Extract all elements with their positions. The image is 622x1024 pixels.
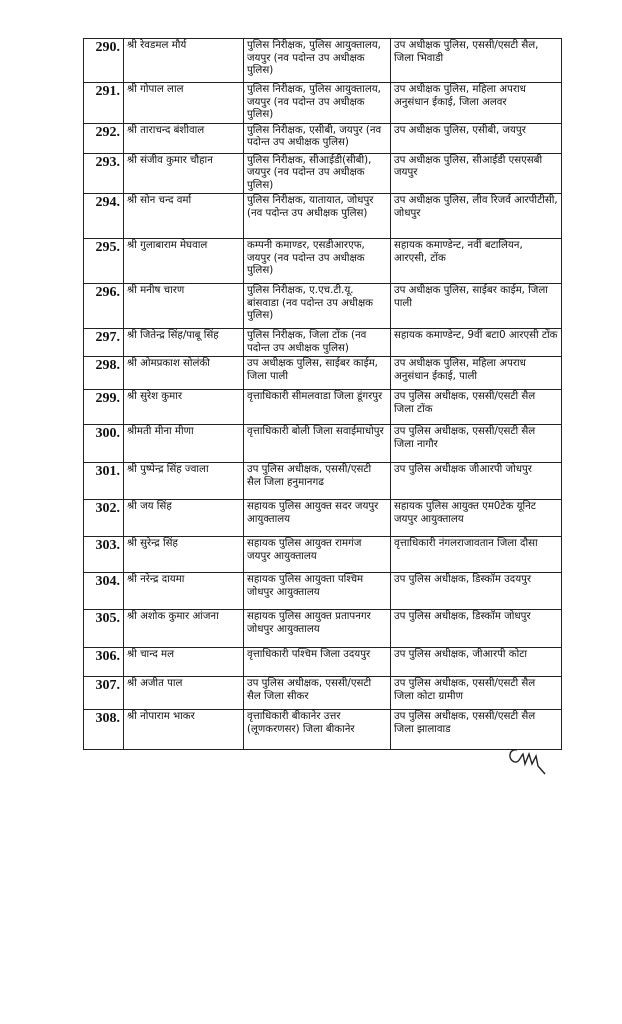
new-posting: उप अधीक्षक पुलिस, साईबर काईम, जिला पाली	[391, 284, 562, 329]
signature	[505, 742, 560, 782]
table-row	[84, 39, 562, 83]
new-posting: उप अधीक्षक पुलिस, लीव रिजर्व आरपीटीसी, जोधपुर	[391, 194, 562, 239]
serial-number: 306.	[84, 648, 124, 677]
serial-number: 296.	[84, 284, 124, 329]
current-posting: सहायक पुलिस आयुक्त रामगंज जयपुर आयुक्तालय	[244, 537, 391, 573]
current-posting: पुलिस निरीक्षक, यातायात, जोधपुर (नव पदोन्त उप अधीक्षक पुलिस)	[244, 194, 391, 239]
officer-name: श्री ताराचन्द बंशीवाल	[124, 123, 244, 153]
table-row	[84, 390, 562, 425]
serial-number: 301.	[84, 463, 124, 500]
table-row	[84, 610, 562, 648]
table-row	[84, 284, 562, 329]
serial-number: 299.	[84, 390, 124, 425]
officer-name: श्री सुरेश कुमार	[124, 390, 244, 425]
officer-name: श्री गोपाल लाल	[124, 83, 244, 124]
current-posting: सहायक पुलिस आयुक्त प्रतापनगर जोधपुर आयुक्तालय	[244, 610, 391, 648]
officer-name: श्री ओमप्रकाश सोलंकी	[124, 357, 244, 390]
serial-number: 294.	[84, 194, 124, 239]
serial-number: 298.	[84, 357, 124, 390]
serial-number: 290.	[84, 39, 124, 83]
serial-number: 307.	[84, 677, 124, 710]
new-posting: उप पुलिस अधीक्षक, एससी/एसटी सैल जिला नागौर	[391, 425, 562, 463]
officer-name: श्री संजीव कुमार चौहान	[124, 153, 244, 194]
new-posting: उप अधीक्षक पुलिस, महिला अपराध अनुसंधान ईकाई, जिला अलवर	[391, 83, 562, 124]
table-row	[84, 537, 562, 573]
current-posting: सहायक पुलिस आयुक्त सदर जयपुर आयुक्तालय	[244, 500, 391, 537]
new-posting: वृत्ताधिकारी नंगलराजावतान जिला दौसा	[391, 537, 562, 573]
current-posting: वृत्ताधिकारी बोली जिला सवाईमाधोपुर	[244, 425, 391, 463]
table-row	[84, 329, 562, 357]
current-posting: पुलिस निरीक्षक, जिला टोंक (नव पदोन्त उप अधीक्षक पुलिस)	[244, 329, 391, 357]
serial-number: 292.	[84, 123, 124, 153]
table-row	[84, 463, 562, 500]
officer-name: श्री अजीत पाल	[124, 677, 244, 710]
current-posting: पुलिस निरीक्षक, एसीबी, जयपुर (नव पदोन्त उप अधीक्षक पुलिस)	[244, 123, 391, 153]
current-posting: उप अधीक्षक पुलिस, साईबर काईम, जिला पाली	[244, 357, 391, 390]
new-posting: सहायक कमाण्डेन्ट, नवीं बटालियन, आरएसी, टोंक	[391, 239, 562, 284]
table-row	[84, 710, 562, 750]
current-posting: वृत्ताधिकारी सीमलवाडा जिला डूंगरपुर	[244, 390, 391, 425]
officer-name: श्री अशोक कुमार आंजना	[124, 610, 244, 648]
table-row	[84, 573, 562, 610]
serial-number: 305.	[84, 610, 124, 648]
serial-number: 303.	[84, 537, 124, 573]
new-posting: उप पुलिस अधीक्षक, एससी/एसटी सैल जिला कोटा ग्रामीण	[391, 677, 562, 710]
serial-number: 295.	[84, 239, 124, 284]
officer-name: श्री नरेन्द्र दायमा	[124, 573, 244, 610]
serial-number: 308.	[84, 710, 124, 750]
current-posting: उप पुलिस अधीक्षक, एससी/एसटी सैल जिला सीकर	[244, 677, 391, 710]
officer-name: श्री मनीष चारण	[124, 284, 244, 329]
new-posting: सहायक कमाण्डेन्ट, 9वीं बटा0 आरएसी टोंक	[391, 329, 562, 357]
table-row	[84, 500, 562, 537]
officer-name: श्री रेवडमल मौर्य	[124, 39, 244, 83]
new-posting: उप पुलिस अधीक्षक, डिस्कॉम जोधपुर	[391, 610, 562, 648]
serial-number: 297.	[84, 329, 124, 357]
serial-number: 302.	[84, 500, 124, 537]
officer-name: श्री सुरेन्द्र सिंह	[124, 537, 244, 573]
new-posting: उप अधीक्षक पुलिस, एससी/एसटी सैल, जिला भिवाडी	[391, 39, 562, 83]
new-posting: उप पुलिस अधीक्षक, डिस्कॉम उदयपुर	[391, 573, 562, 610]
new-posting: उप अधीक्षक पुलिस, सीआईडी एसएसबी जयपुर	[391, 153, 562, 194]
officer-name: श्रीमती मीना मीणा	[124, 425, 244, 463]
new-posting: उप अधीक्षक पुलिस, एसीबी, जयपुर	[391, 123, 562, 153]
serial-number: 304.	[84, 573, 124, 610]
table-row	[84, 425, 562, 463]
table-row	[84, 123, 562, 153]
current-posting: वृत्ताधिकारी पश्चिम जिला उदयपुर	[244, 648, 391, 677]
new-posting: उप पुलिस अधीक्षक जीआरपी जोधपुर	[391, 463, 562, 500]
current-posting: उप पुलिस अधीक्षक, एससी/एसटी सैल जिला हनुमानगढ	[244, 463, 391, 500]
officer-name: श्री नोपाराम भाकर	[124, 710, 244, 750]
officer-name: श्री सोन चन्द वर्मा	[124, 194, 244, 239]
officer-name: श्री जय सिंह	[124, 500, 244, 537]
officer-name: श्री जितेन्द्र सिंह/पाबू सिंह	[124, 329, 244, 357]
new-posting: उप पुलिस अधीक्षक, एससी/एसटी सैल जिला झालावाड	[391, 710, 562, 750]
serial-number: 300.	[84, 425, 124, 463]
table-row	[84, 357, 562, 390]
new-posting: उप अधीक्षक पुलिस, महिला अपराध अनुसंधान ईकाई, पाली	[391, 357, 562, 390]
current-posting: पुलिस निरीक्षक, सीआईडी(सीबी), जयपुर (नव पदोन्त उप अधीक्षक पुलिस)	[244, 153, 391, 194]
transfer-list-table	[83, 38, 562, 750]
current-posting: वृत्ताधिकारी बीकानेर उत्तर (लूणकरणसर) जिला बीकानेर	[244, 710, 391, 750]
current-posting: पुलिस निरीक्षक, ए.एच.टी.यू. बांसवाडा (नव पदोन्त उप अधीक्षक पुलिस)	[244, 284, 391, 329]
table-row	[84, 194, 562, 239]
table-row	[84, 239, 562, 284]
current-posting: पुलिस निरीक्षक, पुलिस आयुक्तालय, जयपुर (नव पदोन्त उप अधीक्षक पुलिस)	[244, 83, 391, 124]
table-row	[84, 648, 562, 677]
current-posting: पुलिस निरीक्षक, पुलिस आयुक्तालय, जयपुर (नव पदोन्त उप अधीक्षक पुलिस)	[244, 39, 391, 83]
table-row	[84, 153, 562, 194]
new-posting: उप पुलिस अधीक्षक, जीआरपी कोटा	[391, 648, 562, 677]
current-posting: कम्पनी कमाण्डर, एसडीआरएफ, जयपुर (नव पदोन्त उप अधीक्षक पुलिस)	[244, 239, 391, 284]
table-row	[84, 83, 562, 124]
table-row	[84, 677, 562, 710]
officer-name: श्री पुष्पेन्द्र सिंह ज्वाला	[124, 463, 244, 500]
serial-number: 293.	[84, 153, 124, 194]
new-posting: उप पुलिस अधीक्षक, एससी/एसटी सैल जिला टोंक	[391, 390, 562, 425]
new-posting: सहायक पुलिस आयुक्त एम0टेक यूनिट जयपुर आयुक्तालय	[391, 500, 562, 537]
current-posting: सहायक पुलिस आयुक्ता पश्चिम जोधपुर आयुक्तालय	[244, 573, 391, 610]
serial-number: 291.	[84, 83, 124, 124]
officer-name: श्री चान्द मल	[124, 648, 244, 677]
officer-name: श्री गुलाबाराम मेघवाल	[124, 239, 244, 284]
